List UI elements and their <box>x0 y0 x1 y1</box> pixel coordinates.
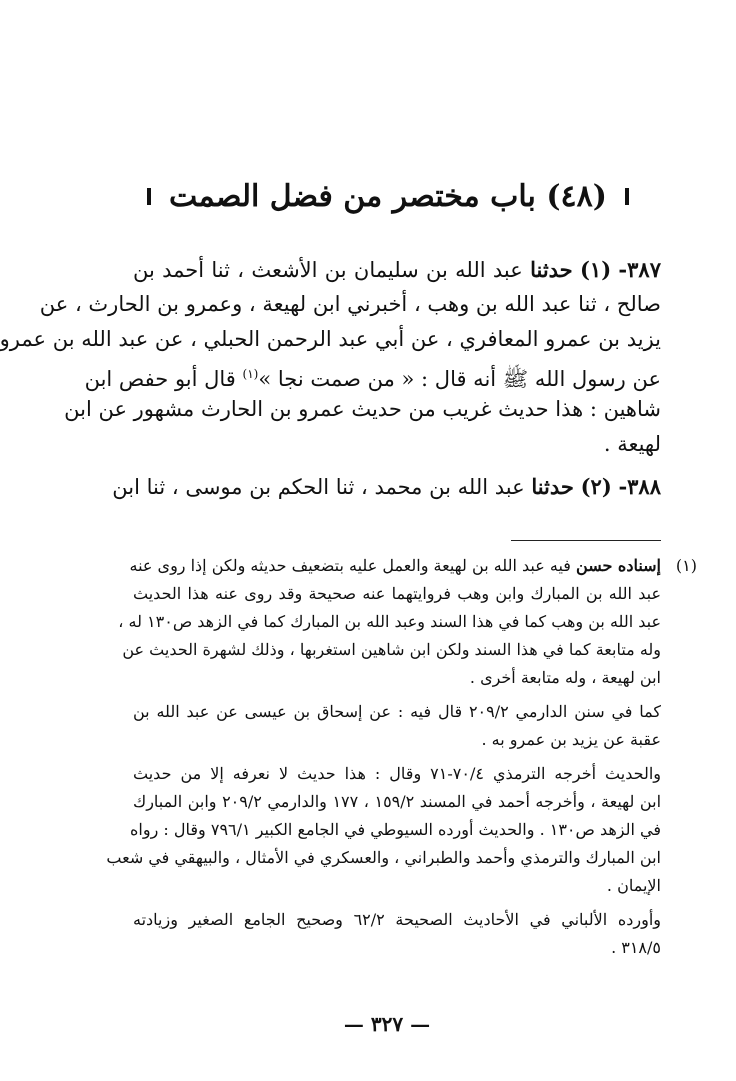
hadith-387-line-3: يزيد بن عمرو المعافري ، عن أبي عبد الرحمن الحبلي ، عن عبد الله بن عمرو <box>0 327 661 351</box>
hadith-387-line-6: لهيعة . <box>603 432 661 456</box>
page-number: — ٣٢٧ — <box>343 1012 431 1036</box>
hadith-388-text: عبد الله بن محمد ، ثنا الحكم بن موسى ، ثنا ابن <box>112 475 525 499</box>
hadith-388-line-1 <box>112 469 661 504</box>
hadith-387-line-1 <box>133 252 661 287</box>
footnote-line: كما في سنن الدارمي ٢٠٩/٢ قال فيه : عن إسحاق بن عيسى عن عبد الله بن <box>133 702 662 721</box>
footnote <box>106 552 697 962</box>
footnote-line: عبد الله بن المبارك وابن وهب فروايتهما عنه صحيحة وقد روى عنه هذا الحديث <box>133 584 662 603</box>
main-text <box>0 252 661 504</box>
footnote-reference: (١) <box>242 367 259 381</box>
hadith-387-text: عبد الله بن سليمان بن الأشعث ، ثنا أحمد بن <box>133 258 523 282</box>
isnad-label: إسناده حسن <box>576 556 661 575</box>
footnote-line: ابن المبارك والترمذي وأحمد والطبراني ، والعسكري في الأمثال ، والبيهقي في شعب <box>106 848 661 867</box>
footnote-line: ابن لهيعة ، وله متابعة أخرى . <box>469 668 661 687</box>
footnote-line: إسناده حسن فيه عبد الله بن لهيعة والعمل عليه بتضعيف حديثه ولكن إذا روى عنه <box>129 556 661 575</box>
hadith-388-subnumber: (٢) <box>580 474 612 499</box>
hadith-387-number: ٣٨٧- <box>618 257 661 282</box>
footnote-line: عبد الله بن وهب كما في هذا السند وعبد الله بن المبارك كما في الزهد ص١٣٠ له ، <box>118 612 661 631</box>
hadith-387-subnumber: (١) <box>579 257 612 282</box>
chapter-title: (٤٨) باب مختصر من فضل الصمت <box>169 178 607 214</box>
footnote-line: وله متابعة كما في هذا السند ولكن ابن شاهين استغربها ، وذلك لشهرة الحديث عن <box>122 640 661 659</box>
hadith-387-haddathana: حدثنا <box>530 257 573 282</box>
hadith-387-matn: عن رسول الله ﷺ أنه قال : « من صمت نجا » <box>258 367 661 391</box>
footnote-line: ابن لهيعة ، وأخرجه أحمد في المسند ١٥٩/٢ ، ١٧٧ والدارمي ٢٠٩/٢ وابن المبارك <box>133 792 662 811</box>
footnote-line: والحديث أخرجه الترمذي ٧٠/٤-٧١ وقال : هذا حديث لا نعرفه إلا من حديث <box>133 764 661 783</box>
footnote-line: الإيمان . <box>606 876 661 895</box>
hadith-387-comment: قال أبو حفص ابن <box>84 367 236 391</box>
square-ornament-icon <box>625 188 629 205</box>
hadith-388-number: ٣٨٨- <box>618 474 661 499</box>
footnote-number: (١) <box>675 556 697 575</box>
square-ornament-icon <box>147 188 151 205</box>
footnote-line: ٣١٨/٥ . <box>611 938 661 957</box>
hadith-387-line-2: صالح ، ثنا عبد الله بن وهب ، أخبرني ابن لهيعة ، وعمرو بن الحارث ، عن <box>39 292 661 316</box>
footnote-line: وأورده الألباني في الأحاديث الصحيحة ٦٢/٢ وصحيح الجامع الصغير وزيادته <box>133 910 661 929</box>
hadith-387-line-4 <box>84 357 661 392</box>
footnote-line: في الزهد ص١٣٠ . والحديث أورده السيوطي في الجامع الكبير ٧٩٦/١ وقال : رواه <box>130 820 661 839</box>
footnote-line: عقبة عن يزيد بن عمرو به . <box>481 730 661 749</box>
chapter-heading <box>169 176 607 216</box>
hadith-388-haddathana: حدثنا <box>531 474 574 499</box>
hadith-387-line-5: شاهين : هذا حديث غريب من حديث عمرو بن الحارث مشهور عن ابن <box>64 397 661 421</box>
footnote-divider <box>511 540 661 541</box>
